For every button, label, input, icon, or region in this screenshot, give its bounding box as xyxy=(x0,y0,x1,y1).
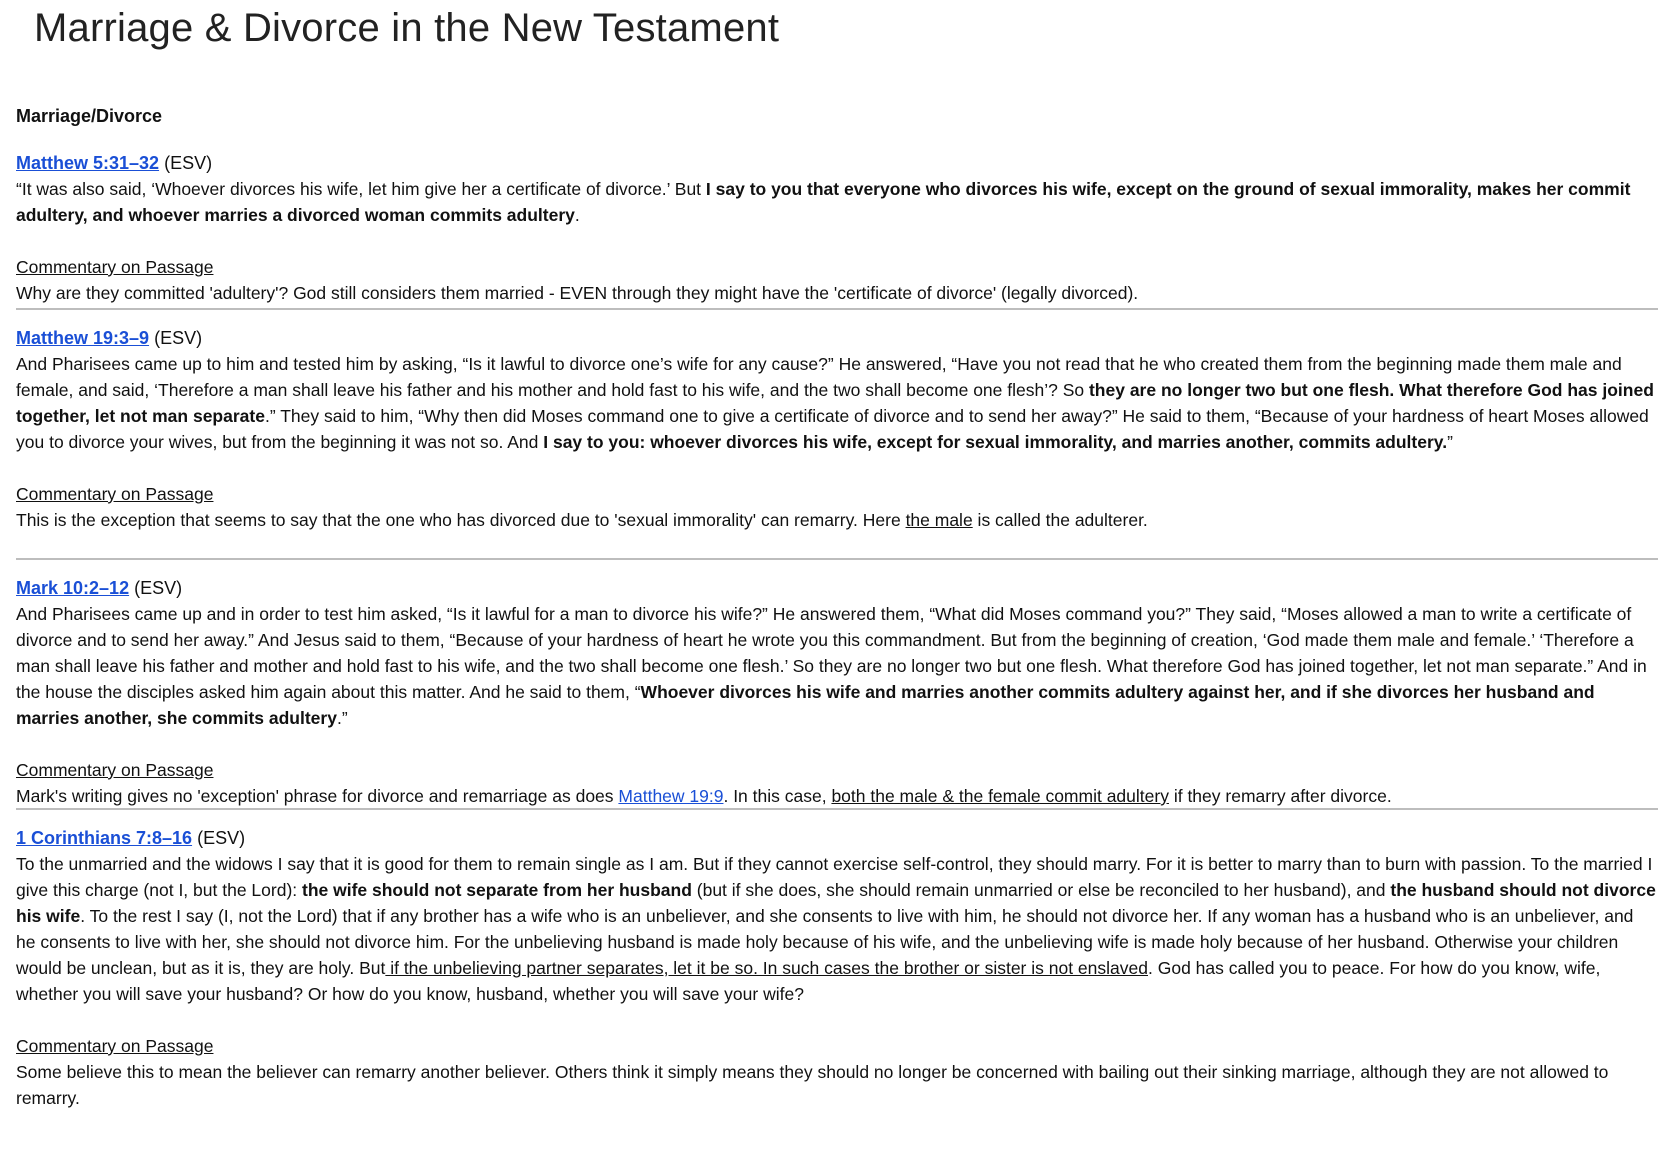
commentary-text xyxy=(16,507,1656,533)
scripture-reference-link[interactable]: Mark 10:2–12 xyxy=(16,578,130,598)
text-run: This is the exception that seems to say that the one who has divorced due to 'sexual immorality' can remarry. Here xyxy=(16,510,906,530)
scripture-reference-link[interactable]: Matthew 19:3–9 xyxy=(16,328,150,348)
section-heading: Marriage/Divorce xyxy=(16,106,163,126)
divider xyxy=(16,308,1658,310)
emphasized-text: the wife should not separate from her husband xyxy=(302,880,692,900)
emphasized-text: I say to you: whoever divorces his wife, except for sexual immorality, and marries another, commits adultery. xyxy=(543,432,1448,452)
commentary-heading: Commentary on Passage xyxy=(16,1036,214,1056)
reference-line xyxy=(16,325,1656,351)
passage-text xyxy=(16,851,1656,1007)
underlined-text: both the male & the female commit adultery xyxy=(831,786,1169,806)
page-title: Marriage & Divorce in the New Testament xyxy=(34,6,780,50)
text-run: if they remarry after divorce. xyxy=(1168,786,1392,806)
text-run: To the unmarried and the widows I say that it is good for them to remain single as I am. But if they cannot exercise self-control, they should marry. For it is better to marry than to burn with passion. To the married I give this charge (not I, but the Lord): xyxy=(16,854,1653,900)
bible-version: (ESV) xyxy=(134,578,183,598)
text-run: Mark's writing gives no 'exception' phrase for divorce and remarriage as does xyxy=(16,786,619,806)
reference-line xyxy=(16,825,1656,851)
text-run: .” xyxy=(336,708,348,728)
bible-version: (ESV) xyxy=(164,153,213,173)
text-run: And Pharisees came up and in order to test him asked, “Is it lawful for a man to divorce his wife?” He answered them, “What did Moses command you?” They said, “Moses allowed a man to write a certificate of divorce and to send her away.” And Jesus said to them, “Because of your hardness of heart he wrote you this commandment. But from the beginning of creation, ‘God made them male and female.’ ‘Therefore a man shall leave his father and mother and hold fast to his wife, and the two shall become one flesh.’ So they are no longer two but one flesh. What therefore God has joined together, let not man separate.” And in the house the disciples asked him again about this matter. And he said to them, “ xyxy=(16,604,1647,702)
text-run: . To the rest I say (I, not the Lord) that if any brother has a wife who is an unbeliever, and she consents to live with him, he should not divorce her. If any woman has a husband who is an unbeliever, and he consents to live with her, she should not divorce him. For the unbelieving husband is made holy because of his wife, and the unbelieving wife is made holy because of her husband. Otherwise your children would be unclean, but as it is, they are holy. But xyxy=(16,906,1634,978)
underlined-text: the male xyxy=(905,510,973,530)
emphasized-text: I say to you that everyone who divorces his wife, except on the ground of sexual immorality, makes her commit adultery, and whoever marries a divorced woman commits adultery xyxy=(16,179,1631,225)
bible-version: (ESV) xyxy=(197,828,246,848)
commentary-text xyxy=(16,1059,1656,1111)
scripture-reference-link[interactable]: 1 Corinthians 7:8–16 xyxy=(16,828,193,848)
text-run: ” xyxy=(1447,432,1453,452)
commentary-text xyxy=(16,280,1656,306)
passage-text xyxy=(16,351,1656,455)
text-run: . xyxy=(574,205,580,225)
passage-block xyxy=(16,325,1656,533)
emphasized-text: the husband should not divorce his wife xyxy=(16,880,1656,926)
reference-line xyxy=(16,575,1656,601)
text-run: . God has called you to peace. For how do you know, wife, whether you will save your husband? Or how do you know, husband, whether you will save your wife? xyxy=(16,958,1601,1004)
commentary-heading: Commentary on Passage xyxy=(16,484,214,504)
text-run: is called the adulterer. xyxy=(972,510,1148,530)
emphasized-text: Whoever divorces his wife and marries another commits adultery against her, and if she divorces her husband and marries another, she commits adultery xyxy=(16,682,1595,728)
text-run: “It was also said, ‘Whoever divorces his wife, let him give her a certificate of divorce.’ But xyxy=(16,179,706,199)
text-run: Some believe this to mean the believer can remarry another believer. Others think it simply means they should no longer be concerned with bailing out their sinking marriage, although they are not allowed to remarry. xyxy=(16,1062,1609,1108)
divider xyxy=(16,558,1658,560)
commentary-text xyxy=(16,783,1656,809)
underlined-text: if the unbelieving partner separates, let it be so. In such cases the brother or sister is not enslaved xyxy=(385,958,1148,978)
bible-version: (ESV) xyxy=(154,328,203,348)
text-run: (but if she does, she should remain unmarried or else be reconciled to her husband), and xyxy=(691,880,1391,900)
commentary-heading: Commentary on Passage xyxy=(16,257,214,277)
reference-line xyxy=(16,150,1656,176)
divider xyxy=(16,808,1658,810)
text-run: .” They said to him, “Why then did Moses command one to give a certificate of divorce and to send her away?” He said to them, “Because of your hardness of heart Moses allowed you to divorce your wives, but from the beginning it was not so. And xyxy=(16,406,1649,452)
scripture-reference-link[interactable]: Matthew 5:31–32 xyxy=(16,153,160,173)
passage-block xyxy=(16,825,1656,1111)
commentary-heading: Commentary on Passage xyxy=(16,760,214,780)
passage-block xyxy=(16,150,1656,306)
text-run: . In this case, xyxy=(723,786,832,806)
inline-scripture-link[interactable]: Matthew 19:9 xyxy=(618,786,724,806)
passage-text xyxy=(16,176,1656,228)
emphasized-text: they are no longer two but one flesh. What therefore God has joined together, let not man separate xyxy=(16,380,1654,426)
text-run: Why are they committed 'adultery'? God still considers them married - EVEN through they might have the 'certificate of divorce' (legally divorced). xyxy=(16,283,1139,303)
passage-text xyxy=(16,601,1656,731)
text-run: And Pharisees came up to him and tested him by asking, “Is it lawful to divorce one’s wife for any cause?” He answered, “Have you not read that he who created them from the beginning made them male and female, and said, ‘Therefore a man shall leave his father and his mother and hold fast to his wife, and the two shall become one flesh’? So xyxy=(16,354,1622,400)
passage-block xyxy=(16,575,1656,809)
